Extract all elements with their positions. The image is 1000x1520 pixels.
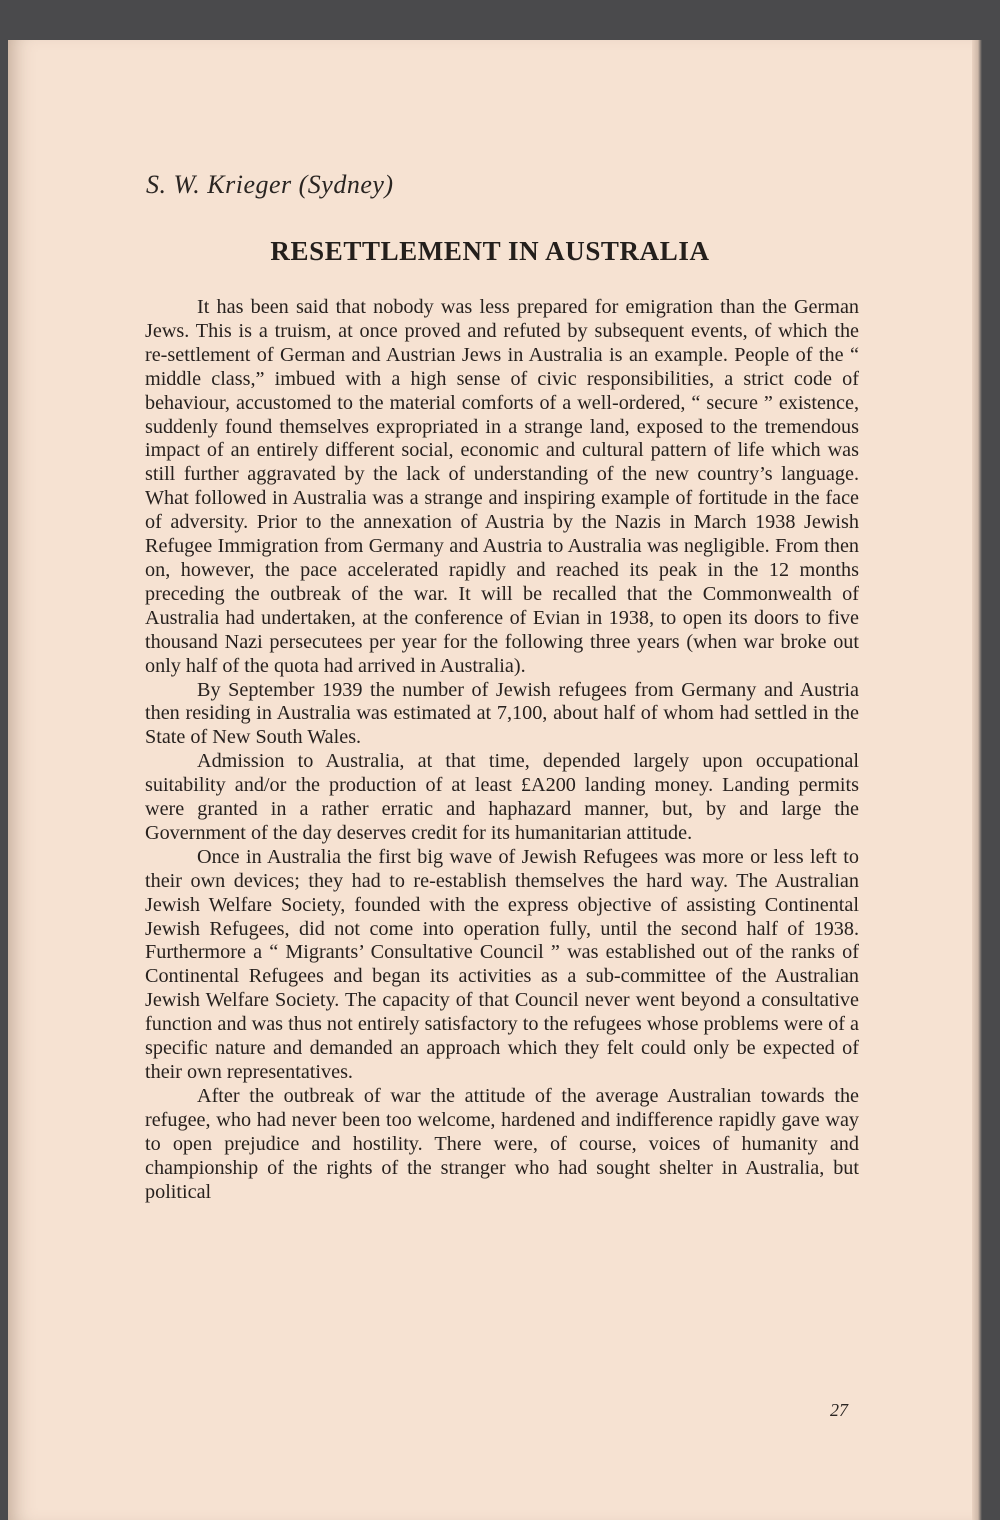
- body-paragraph: By September 1939 the number of Jewish refugees from Germany and Austria then residing in Australia was estimated at 7,100, about half of whom had settled in the State of New South Wales.: [145, 678, 859, 749]
- body-paragraph: Once in Australia the first big wave of Jewish Refugees was more or less left to their own devices; they had to re-establish themselves the hard way. The Australian Jewish Welfare Society, founded with the express objective of assisting Continental Jewish Refugees, did not come into operation fully, until the second half of 1938. Furthermore a “ Migrants’ Consultative Council ” was established out of the ranks of Continental Refugees and began its activities as a sub-committee of the Australian Jewish Welfare Society. The capacity of that Council never went beyond a consultative function and was thus not entirely satisfactory to the refugees whose problems were of a specific nature and demanded an approach which they felt could only be expected of their own representatives.: [145, 845, 859, 1083]
- page-number: 27: [830, 1400, 848, 1420]
- body-paragraph: It has been said that nobody was less prepared for emigration than the German Jews. This is a truism, at once proved and refuted by subsequent events, of which the re-settlement of German and Austrian Jews in Australia is an example. People of the “ middle class,” imbued with a high sense of civic responsibilities, a strict code of behaviour, accustomed to the material comforts of a well-ordered, “ secure ” existence, suddenly found themselves expropriated in a strange land, exposed to the tremendous impact of an entirely different social, economic and cultural pattern of life which was still further aggravated by the lack of understanding of the new country’s language. What followed in Australia was a strange and inspiring example of fortitude in the face of adversity. Prior to the annexation of Austria by the Nazis in March 1938 Jewish Refugee Immigration from Germany and Austria to Australia was negligible. From then on, however, the pace accelerated rapidly and reached its peak in the 12 months preceding the outbreak of the war. It will be recalled that the Commonwealth of Australia had undertaken, at the conference of Evian in 1938, to open its doors to five thousand Nazi persecutees per year for the following three years (when war broke out only half of the quota had arrived in Australia).: [145, 296, 859, 677]
- body-paragraph: Admission to Australia, at that time, depended largely upon occupational suitability and/or the production of at least £A200 landing money. Landing permits were granted in a rather erratic and haphazard manner, but, by and large the Government of the day deserves credit for its humanitarian attitude.: [145, 750, 859, 844]
- page-edge: [972, 40, 982, 1520]
- author-byline: S. W. Krieger (Sydney): [146, 170, 394, 199]
- article-title: RESETTLEMENT IN AUSTRALIA: [270, 236, 710, 266]
- article-body: [145, 296, 859, 1204]
- book-page: [8, 40, 972, 1520]
- body-paragraph: After the outbreak of war the attitude of the average Australian towards the refugee, who had never been too welcome, hardened and indifference rapidly gave way to open prejudice and hostility. There were, of course, voices of humanity and championship of the rights of the stranger who had sought shelter in Australia, but political: [145, 1084, 859, 1203]
